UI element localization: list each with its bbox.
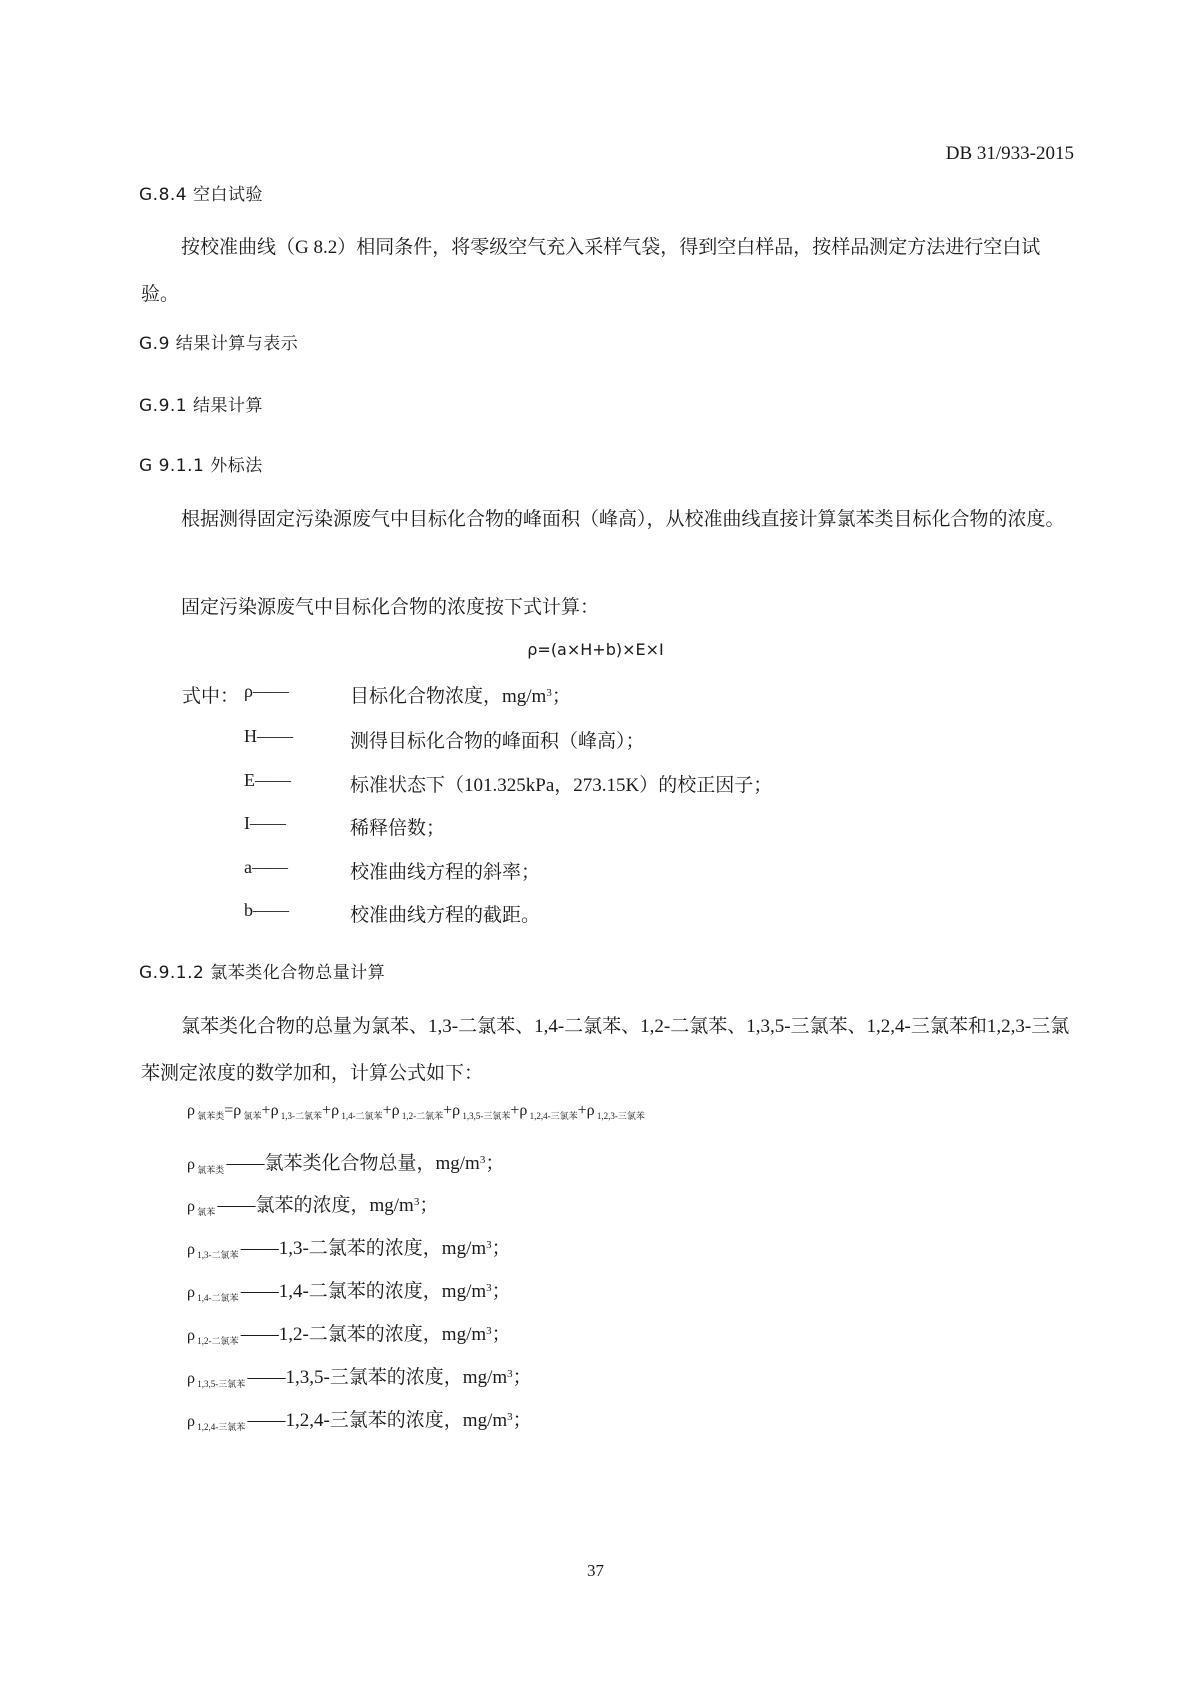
- sum-formula: ρ $_{氯苯类}$=ρ $_{氯苯}$+ρ $_{1,3-二氯苯}$+ρ $_{1,4-二氯苯}$+ρ $_{1,2-二氯苯}$+ρ $_{1,3,5-三氯苯}$+ρ $_{1,2,4-三氯苯}$+ρ $_{1,2,3-三氯苯}$: [187, 1102, 645, 1121]
- heading-g91: G.9.1 结果计算: [139, 396, 264, 416]
- definition-description: 标准状态下（101.325kPa，273.15K）的校正因子；: [350, 775, 773, 796]
- variable-definition: ρ $_{1,4-二氯苯}$ ——1,4-二氯苯的浓度，$mg/m^3$；: [187, 1281, 511, 1303]
- variable-definition: ρ $_{1,3-二氯苯}$ ——1,3-二氯苯的浓度，$mg/m^3$；: [187, 1238, 511, 1260]
- paragraph-total-chlorobenzenes: 氯苯类化合物的总量为氯苯、1,3-二氯苯、1,4-二氯苯、1,2-二氯苯、1,3,5-三氯苯、1,2,4-三氯苯和1,2,3-三氯苯测定浓度的数学加和，计算公式如下：: [141, 1016, 1070, 1084]
- heading-g9: G.9 结果计算与表示: [139, 334, 299, 354]
- definition-symbol: b——: [244, 900, 289, 920]
- variable-definition: ρ $_{1,2-二氯苯}$ ——1,2-二氯苯的浓度，$mg/m^3$；: [187, 1324, 511, 1346]
- paragraph-formula-intro: 固定污染源废气中目标化合物的浓度按下式计算：: [181, 597, 600, 618]
- where-label: 式中：: [182, 686, 240, 707]
- variable-definition: ρ $_{氯苯类}$ ——氯苯类化合物总量，$mg/m^3$；: [187, 1153, 505, 1175]
- definition-description: 目标化合物浓度，$mg/m^3$；: [350, 686, 571, 707]
- definition-description: 校准曲线方程的截距。: [350, 905, 541, 926]
- paragraph-external-standard: 根据测得固定污染源废气中目标化合物的峰面积（峰高），从校准曲线直接计算氯苯类目标化合物的浓度。: [181, 509, 1065, 530]
- heading-g911: G 9.1.1 外标法: [139, 456, 263, 476]
- definition-symbol: I——: [244, 813, 286, 833]
- variable-definition: ρ $_{1,3,5-三氯苯}$ ——1,3,5-三氯苯的浓度，$mg/m^3$；: [187, 1367, 532, 1389]
- definition-symbol: ρ——: [244, 681, 289, 701]
- definition-symbol: E——: [244, 770, 291, 790]
- page-number: 37: [587, 1561, 604, 1580]
- definition-symbol: H——: [244, 726, 293, 746]
- definition-description: 测得目标化合物的峰面积（峰高）；: [350, 731, 645, 752]
- definition-description: 校准曲线方程的斜率；: [350, 862, 541, 883]
- concentration-formula: ρ=(a×H+b)×E×I: [527, 640, 664, 659]
- variable-definition: ρ $_{氯苯}$ ——氯苯的浓度，$mg/m^3$；: [187, 1195, 439, 1217]
- document-number: DB 31/933-2015: [945, 143, 1074, 164]
- heading-g912: G.9.1.2 氯苯类化合物总量计算: [139, 963, 386, 983]
- paragraph-blank-test: 按校准曲线（G 8.2）相同条件，将零级空气充入采样气袋，得到空白样品，按样品测定方法进行空白试验。: [141, 237, 1041, 305]
- definition-description: 稀释倍数；: [350, 818, 446, 839]
- definition-symbol: a——: [244, 857, 288, 877]
- heading-g84: G.8.4 空白试验: [139, 185, 264, 205]
- variable-definition: ρ $_{1,2,4-三氯苯}$ ——1,2,4-三氯苯的浓度，$mg/m^3$；: [187, 1410, 532, 1432]
